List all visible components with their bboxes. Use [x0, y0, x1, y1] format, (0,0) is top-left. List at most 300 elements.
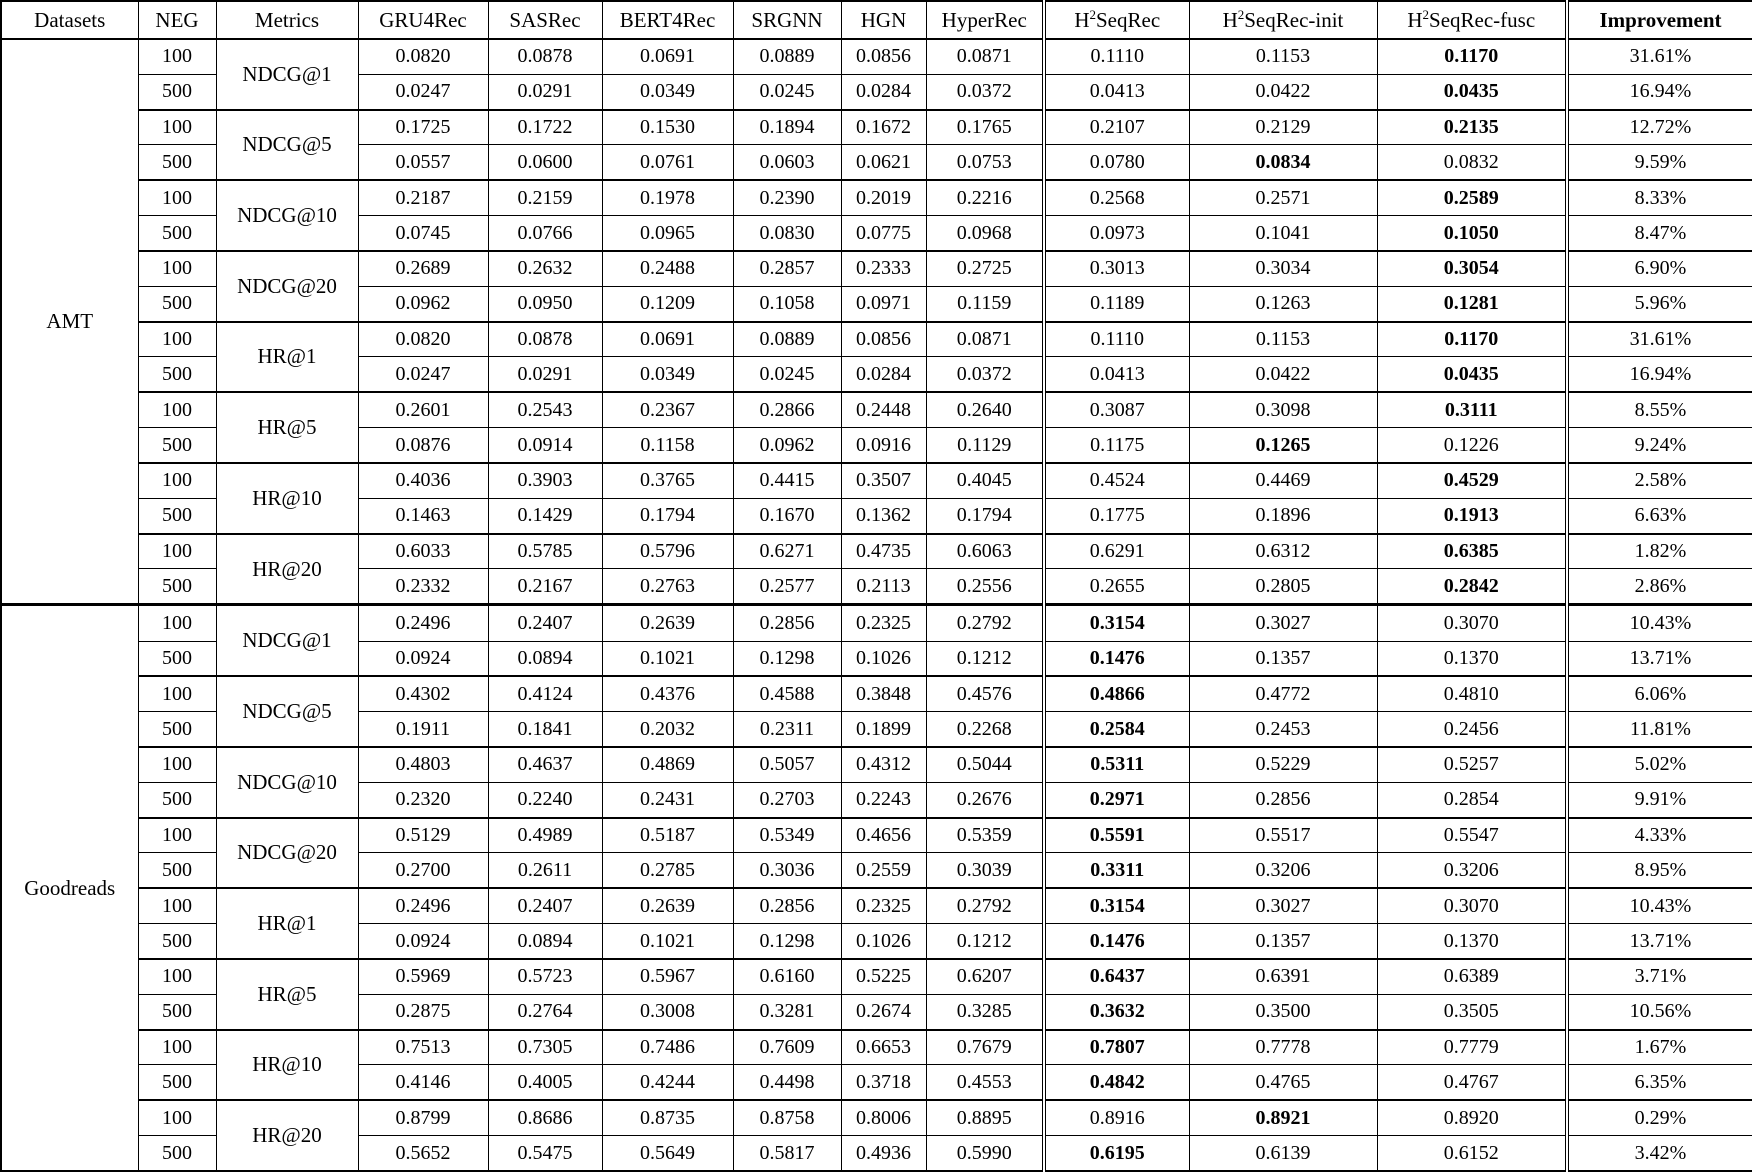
table-row: [1, 676, 1752, 711]
improvement-cell: 6.35%: [1567, 1065, 1752, 1100]
value-cell-h2seqrec-fusc: 0.8920: [1377, 1100, 1567, 1135]
value-cell-h2seqrec: 0.2107: [1044, 110, 1189, 145]
value-cell-gru4rec: 0.2700: [358, 853, 488, 888]
neg-cell: 500: [138, 74, 216, 109]
value-cell-h2seqrec-fusc: 0.4529: [1377, 463, 1567, 498]
value-cell-sasrec: 0.8686: [488, 1100, 602, 1135]
value-cell-srgnn: 0.2703: [733, 782, 841, 817]
improvement-cell: 10.56%: [1567, 994, 1752, 1029]
improvement-cell: 1.82%: [1567, 534, 1752, 569]
value-cell-h2seqrec-fusc: 0.2842: [1377, 569, 1567, 605]
value-cell-srgnn: 0.1894: [733, 110, 841, 145]
value-cell-hgn: 0.2325: [841, 888, 926, 923]
metric-cell-hr-10: HR@10: [216, 463, 358, 534]
value-cell-sasrec: 0.2240: [488, 782, 602, 817]
value-cell-h2seqrec-init: 0.2571: [1189, 180, 1377, 215]
value-cell-hyperrec: 0.1212: [926, 924, 1044, 959]
value-cell-srgnn: 0.0962: [733, 428, 841, 463]
improvement-cell: 13.71%: [1567, 924, 1752, 959]
value-cell-bert4rec: 0.0761: [602, 145, 733, 180]
neg-cell: 100: [138, 676, 216, 711]
value-cell-hyperrec: 0.1765: [926, 110, 1044, 145]
metric-cell-ndcg-10: NDCG@10: [216, 180, 358, 251]
value-cell-h2seqrec-fusc: 0.2589: [1377, 180, 1567, 215]
improvement-cell: 6.06%: [1567, 676, 1752, 711]
value-cell-h2seqrec-init: 0.0422: [1189, 74, 1377, 109]
value-cell-hgn: 0.8006: [841, 1100, 926, 1135]
value-cell-h2seqrec: 0.5591: [1044, 818, 1189, 853]
value-cell-srgnn: 0.0245: [733, 74, 841, 109]
value-cell-sasrec: 0.4005: [488, 1065, 602, 1100]
value-cell-h2seqrec: 0.7807: [1044, 1030, 1189, 1065]
value-cell-gru4rec: 0.8799: [358, 1100, 488, 1135]
value-cell-hgn: 0.4735: [841, 534, 926, 569]
value-cell-h2seqrec: 0.2971: [1044, 782, 1189, 817]
value-cell-h2seqrec: 0.1189: [1044, 286, 1189, 321]
value-cell-h2seqrec: 0.1476: [1044, 924, 1189, 959]
value-cell-gru4rec: 0.4146: [358, 1065, 488, 1100]
value-cell-sasrec: 0.0894: [488, 641, 602, 676]
value-cell-bert4rec: 0.2367: [602, 392, 733, 427]
value-cell-gru4rec: 0.5129: [358, 818, 488, 853]
value-cell-gru4rec: 0.4803: [358, 747, 488, 782]
improvement-cell: 8.55%: [1567, 392, 1752, 427]
value-cell-srgnn: 0.4498: [733, 1065, 841, 1100]
neg-cell: 500: [138, 357, 216, 392]
value-cell-h2seqrec-fusc: 0.3070: [1377, 888, 1567, 923]
value-cell-h2seqrec-init: 0.1153: [1189, 322, 1377, 357]
value-cell-h2seqrec-fusc: 0.3206: [1377, 853, 1567, 888]
value-cell-h2seqrec-init: 0.6391: [1189, 959, 1377, 994]
value-cell-bert4rec: 0.2431: [602, 782, 733, 817]
value-cell-h2seqrec: 0.1476: [1044, 641, 1189, 676]
value-cell-hyperrec: 0.4553: [926, 1065, 1044, 1100]
value-cell-bert4rec: 0.0691: [602, 322, 733, 357]
value-cell-srgnn: 0.2857: [733, 251, 841, 286]
value-cell-h2seqrec-fusc: 0.0832: [1377, 145, 1567, 180]
value-cell-srgnn: 0.5349: [733, 818, 841, 853]
value-cell-sasrec: 0.1429: [488, 498, 602, 533]
value-cell-bert4rec: 0.2639: [602, 605, 733, 641]
value-cell-h2seqrec-fusc: 0.2456: [1377, 712, 1567, 747]
value-cell-h2seqrec-init: 0.1263: [1189, 286, 1377, 321]
value-cell-hgn: 0.2325: [841, 605, 926, 641]
improvement-cell: 16.94%: [1567, 74, 1752, 109]
neg-cell: 500: [138, 853, 216, 888]
value-cell-sasrec: 0.4989: [488, 818, 602, 853]
value-cell-h2seqrec: 0.8916: [1044, 1100, 1189, 1135]
value-cell-gru4rec: 0.4302: [358, 676, 488, 711]
dataset-cell-goodreads: Goodreads: [1, 605, 138, 1171]
value-cell-srgnn: 0.2390: [733, 180, 841, 215]
neg-cell: 100: [138, 322, 216, 357]
value-cell-sasrec: 0.5475: [488, 1136, 602, 1171]
value-cell-hyperrec: 0.2676: [926, 782, 1044, 817]
value-cell-hyperrec: 0.0372: [926, 357, 1044, 392]
value-cell-h2seqrec: 0.3632: [1044, 994, 1189, 1029]
value-cell-sasrec: 0.0950: [488, 286, 602, 321]
value-cell-srgnn: 0.5817: [733, 1136, 841, 1171]
value-cell-h2seqrec-init: 0.6312: [1189, 534, 1377, 569]
value-cell-hyperrec: 0.0372: [926, 74, 1044, 109]
value-cell-h2seqrec: 0.0413: [1044, 357, 1189, 392]
improvement-cell: 5.96%: [1567, 286, 1752, 321]
value-cell-h2seqrec-fusc: 0.1050: [1377, 216, 1567, 251]
value-cell-gru4rec: 0.2332: [358, 569, 488, 605]
value-cell-hgn: 0.2674: [841, 994, 926, 1029]
neg-cell: 500: [138, 145, 216, 180]
value-cell-h2seqrec: 0.4842: [1044, 1065, 1189, 1100]
value-cell-hyperrec: 0.2725: [926, 251, 1044, 286]
neg-cell: 100: [138, 110, 216, 145]
header-row: [1, 1, 1752, 39]
value-cell-h2seqrec: 0.2568: [1044, 180, 1189, 215]
value-cell-hyperrec: 0.0871: [926, 39, 1044, 74]
neg-cell: 100: [138, 463, 216, 498]
table-row: [1, 1100, 1752, 1135]
improvement-cell: 31.61%: [1567, 39, 1752, 74]
value-cell-hgn: 0.0971: [841, 286, 926, 321]
improvement-cell: 3.42%: [1567, 1136, 1752, 1171]
value-cell-bert4rec: 0.2785: [602, 853, 733, 888]
value-cell-hgn: 0.3848: [841, 676, 926, 711]
improvement-cell: 11.81%: [1567, 712, 1752, 747]
value-cell-h2seqrec: 0.5311: [1044, 747, 1189, 782]
value-cell-hyperrec: 0.8895: [926, 1100, 1044, 1135]
value-cell-bert4rec: 0.5187: [602, 818, 733, 853]
value-cell-gru4rec: 0.0745: [358, 216, 488, 251]
value-cell-hgn: 0.1362: [841, 498, 926, 533]
value-cell-srgnn: 0.6271: [733, 534, 841, 569]
value-cell-bert4rec: 0.2639: [602, 888, 733, 923]
table-row: [1, 818, 1752, 853]
neg-cell: 500: [138, 216, 216, 251]
value-cell-gru4rec: 0.2496: [358, 605, 488, 641]
value-cell-srgnn: 0.0830: [733, 216, 841, 251]
value-cell-sasrec: 0.2764: [488, 994, 602, 1029]
value-cell-h2seqrec-init: 0.1041: [1189, 216, 1377, 251]
value-cell-h2seqrec-fusc: 0.3111: [1377, 392, 1567, 427]
value-cell-h2seqrec-init: 0.2129: [1189, 110, 1377, 145]
value-cell-bert4rec: 0.1021: [602, 924, 733, 959]
table-row: [1, 180, 1752, 215]
value-cell-h2seqrec: 0.2584: [1044, 712, 1189, 747]
table-row: [1, 888, 1752, 923]
value-cell-bert4rec: 0.1978: [602, 180, 733, 215]
metric-cell-ndcg-5: NDCG@5: [216, 676, 358, 747]
value-cell-h2seqrec: 0.3013: [1044, 251, 1189, 286]
value-cell-hyperrec: 0.2792: [926, 888, 1044, 923]
value-cell-hgn: 0.0621: [841, 145, 926, 180]
value-cell-srgnn: 0.1670: [733, 498, 841, 533]
value-cell-gru4rec: 0.2601: [358, 392, 488, 427]
value-cell-hgn: 0.0856: [841, 322, 926, 357]
value-cell-h2seqrec: 0.4866: [1044, 676, 1189, 711]
value-cell-sasrec: 0.3903: [488, 463, 602, 498]
value-cell-gru4rec: 0.0820: [358, 39, 488, 74]
value-cell-hgn: 0.3507: [841, 463, 926, 498]
neg-cell: 500: [138, 1065, 216, 1100]
value-cell-hgn: 0.1026: [841, 924, 926, 959]
value-cell-sasrec: 0.1722: [488, 110, 602, 145]
value-cell-gru4rec: 0.1911: [358, 712, 488, 747]
value-cell-h2seqrec-init: 0.2856: [1189, 782, 1377, 817]
neg-cell: 100: [138, 392, 216, 427]
neg-cell: 500: [138, 924, 216, 959]
column-header-bert4rec: BERT4Rec: [602, 1, 733, 39]
neg-cell: 500: [138, 1136, 216, 1171]
metric-cell-ndcg-20: NDCG@20: [216, 251, 358, 322]
column-header-hgn: HGN: [841, 1, 926, 39]
metric-cell-hr-20: HR@20: [216, 1100, 358, 1171]
value-cell-hgn: 0.2559: [841, 853, 926, 888]
value-cell-bert4rec: 0.2763: [602, 569, 733, 605]
value-cell-srgnn: 0.8758: [733, 1100, 841, 1135]
improvement-cell: 10.43%: [1567, 888, 1752, 923]
neg-cell: 500: [138, 994, 216, 1029]
value-cell-h2seqrec-fusc: 0.6152: [1377, 1136, 1567, 1171]
value-cell-hgn: 0.0775: [841, 216, 926, 251]
value-cell-sasrec: 0.0600: [488, 145, 602, 180]
metric-cell-ndcg-1: NDCG@1: [216, 39, 358, 110]
value-cell-h2seqrec-fusc: 0.4767: [1377, 1065, 1567, 1100]
value-cell-gru4rec: 0.0247: [358, 74, 488, 109]
value-cell-bert4rec: 0.5649: [602, 1136, 733, 1171]
value-cell-sasrec: 0.0291: [488, 357, 602, 392]
column-header-h2seqrec-fusc: $H^2SeqRec$-fusc: [1377, 1, 1567, 39]
value-cell-sasrec: 0.0914: [488, 428, 602, 463]
value-cell-h2seqrec-init: 0.0422: [1189, 357, 1377, 392]
improvement-cell: 3.71%: [1567, 959, 1752, 994]
value-cell-bert4rec: 0.4376: [602, 676, 733, 711]
value-cell-gru4rec: 0.2875: [358, 994, 488, 1029]
value-cell-h2seqrec-fusc: 0.3505: [1377, 994, 1567, 1029]
value-cell-gru4rec: 0.0557: [358, 145, 488, 180]
value-cell-hyperrec: 0.3285: [926, 994, 1044, 1029]
value-cell-gru4rec: 0.7513: [358, 1030, 488, 1065]
value-cell-bert4rec: 0.2032: [602, 712, 733, 747]
value-cell-h2seqrec-fusc: 0.1913: [1377, 498, 1567, 533]
value-cell-hgn: 0.2019: [841, 180, 926, 215]
table-row: [1, 959, 1752, 994]
improvement-cell: 12.72%: [1567, 110, 1752, 145]
column-header-improvement: Improvement: [1567, 1, 1752, 39]
value-cell-hyperrec: 0.6207: [926, 959, 1044, 994]
value-cell-h2seqrec-fusc: 0.6385: [1377, 534, 1567, 569]
value-cell-hgn: 0.6653: [841, 1030, 926, 1065]
value-cell-bert4rec: 0.3008: [602, 994, 733, 1029]
value-cell-h2seqrec-init: 0.1265: [1189, 428, 1377, 463]
value-cell-srgnn: 0.0245: [733, 357, 841, 392]
value-cell-hgn: 0.2113: [841, 569, 926, 605]
table-row: [1, 251, 1752, 286]
value-cell-srgnn: 0.0889: [733, 322, 841, 357]
column-header-h2seqrec: $H^2SeqRec$: [1044, 1, 1189, 39]
value-cell-sasrec: 0.7305: [488, 1030, 602, 1065]
neg-cell: 100: [138, 959, 216, 994]
value-cell-h2seqrec-fusc: 0.3054: [1377, 251, 1567, 286]
value-cell-gru4rec: 0.0962: [358, 286, 488, 321]
value-cell-sasrec: 0.2543: [488, 392, 602, 427]
value-cell-hyperrec: 0.2640: [926, 392, 1044, 427]
value-cell-hyperrec: 0.1794: [926, 498, 1044, 533]
metric-cell-hr-5: HR@5: [216, 959, 358, 1030]
value-cell-h2seqrec-fusc: 0.3070: [1377, 605, 1567, 641]
neg-cell: 500: [138, 498, 216, 533]
value-cell-hgn: 0.0284: [841, 357, 926, 392]
value-cell-hgn: 0.2243: [841, 782, 926, 817]
value-cell-srgnn: 0.1298: [733, 924, 841, 959]
value-cell-srgnn: 0.1058: [733, 286, 841, 321]
value-cell-hgn: 0.1672: [841, 110, 926, 145]
value-cell-gru4rec: 0.2320: [358, 782, 488, 817]
value-cell-gru4rec: 0.0876: [358, 428, 488, 463]
value-cell-h2seqrec: 0.2655: [1044, 569, 1189, 605]
value-cell-h2seqrec-init: 0.3098: [1189, 392, 1377, 427]
value-cell-h2seqrec-init: 0.7778: [1189, 1030, 1377, 1065]
table-body: [1, 39, 1752, 1171]
improvement-cell: 9.24%: [1567, 428, 1752, 463]
table-row: [1, 322, 1752, 357]
improvement-cell: 13.71%: [1567, 641, 1752, 676]
value-cell-h2seqrec-fusc: 0.0435: [1377, 357, 1567, 392]
value-cell-gru4rec: 0.2187: [358, 180, 488, 215]
table-header: [1, 1, 1752, 39]
metric-cell-ndcg-10: NDCG@10: [216, 747, 358, 818]
value-cell-h2seqrec-init: 0.0834: [1189, 145, 1377, 180]
value-cell-hyperrec: 0.5359: [926, 818, 1044, 853]
table-row: [1, 39, 1752, 74]
value-cell-h2seqrec-fusc: 0.7779: [1377, 1030, 1567, 1065]
value-cell-srgnn: 0.6160: [733, 959, 841, 994]
value-cell-sasrec: 0.2167: [488, 569, 602, 605]
value-cell-hyperrec: 0.1212: [926, 641, 1044, 676]
value-cell-sasrec: 0.5723: [488, 959, 602, 994]
value-cell-h2seqrec-fusc: 0.4810: [1377, 676, 1567, 711]
value-cell-hgn: 0.0856: [841, 39, 926, 74]
value-cell-bert4rec: 0.4244: [602, 1065, 733, 1100]
metric-cell-hr-1: HR@1: [216, 888, 358, 959]
metric-cell-hr-10: HR@10: [216, 1030, 358, 1101]
value-cell-srgnn: 0.2311: [733, 712, 841, 747]
value-cell-hyperrec: 0.4045: [926, 463, 1044, 498]
value-cell-bert4rec: 0.2488: [602, 251, 733, 286]
neg-cell: 500: [138, 712, 216, 747]
value-cell-gru4rec: 0.1463: [358, 498, 488, 533]
value-cell-hyperrec: 0.5044: [926, 747, 1044, 782]
value-cell-bert4rec: 0.1794: [602, 498, 733, 533]
value-cell-hgn: 0.2333: [841, 251, 926, 286]
table-row: [1, 463, 1752, 498]
value-cell-srgnn: 0.2577: [733, 569, 841, 605]
metric-cell-hr-20: HR@20: [216, 534, 358, 605]
value-cell-bert4rec: 0.3765: [602, 463, 733, 498]
value-cell-h2seqrec-fusc: 0.1370: [1377, 641, 1567, 676]
value-cell-gru4rec: 0.0247: [358, 357, 488, 392]
value-cell-h2seqrec: 0.0780: [1044, 145, 1189, 180]
value-cell-hyperrec: 0.7679: [926, 1030, 1044, 1065]
metric-cell-ndcg-20: NDCG@20: [216, 818, 358, 889]
value-cell-gru4rec: 0.0820: [358, 322, 488, 357]
table-row: [1, 747, 1752, 782]
value-cell-h2seqrec-fusc: 0.1226: [1377, 428, 1567, 463]
value-cell-hyperrec: 0.4576: [926, 676, 1044, 711]
neg-cell: 100: [138, 1100, 216, 1135]
neg-cell: 100: [138, 818, 216, 853]
value-cell-srgnn: 0.0603: [733, 145, 841, 180]
value-cell-gru4rec: 0.4036: [358, 463, 488, 498]
value-cell-hyperrec: 0.2556: [926, 569, 1044, 605]
value-cell-h2seqrec-fusc: 0.1281: [1377, 286, 1567, 321]
value-cell-h2seqrec: 0.4524: [1044, 463, 1189, 498]
value-cell-sasrec: 0.0878: [488, 39, 602, 74]
value-cell-h2seqrec-fusc: 0.1370: [1377, 924, 1567, 959]
value-cell-h2seqrec: 0.6195: [1044, 1136, 1189, 1171]
value-cell-h2seqrec: 0.1175: [1044, 428, 1189, 463]
value-cell-srgnn: 0.2856: [733, 888, 841, 923]
value-cell-hyperrec: 0.1129: [926, 428, 1044, 463]
value-cell-srgnn: 0.3281: [733, 994, 841, 1029]
neg-cell: 500: [138, 782, 216, 817]
table-row: [1, 392, 1752, 427]
value-cell-srgnn: 0.5057: [733, 747, 841, 782]
value-cell-hgn: 0.4656: [841, 818, 926, 853]
value-cell-srgnn: 0.3036: [733, 853, 841, 888]
value-cell-hgn: 0.0916: [841, 428, 926, 463]
value-cell-sasrec: 0.5785: [488, 534, 602, 569]
value-cell-h2seqrec-fusc: 0.5257: [1377, 747, 1567, 782]
neg-cell: 500: [138, 641, 216, 676]
value-cell-h2seqrec: 0.0413: [1044, 74, 1189, 109]
metric-cell-ndcg-5: NDCG@5: [216, 110, 358, 181]
value-cell-h2seqrec-init: 0.1896: [1189, 498, 1377, 533]
value-cell-h2seqrec: 0.0973: [1044, 216, 1189, 251]
value-cell-hyperrec: 0.0871: [926, 322, 1044, 357]
value-cell-hgn: 0.4936: [841, 1136, 926, 1171]
value-cell-h2seqrec: 0.1775: [1044, 498, 1189, 533]
value-cell-bert4rec: 0.5967: [602, 959, 733, 994]
metric-cell-hr-1: HR@1: [216, 322, 358, 393]
value-cell-bert4rec: 0.0691: [602, 39, 733, 74]
neg-cell: 100: [138, 747, 216, 782]
value-cell-h2seqrec-init: 0.3500: [1189, 994, 1377, 1029]
value-cell-h2seqrec-fusc: 0.6389: [1377, 959, 1567, 994]
value-cell-h2seqrec-init: 0.3206: [1189, 853, 1377, 888]
value-cell-hgn: 0.1899: [841, 712, 926, 747]
value-cell-gru4rec: 0.5652: [358, 1136, 488, 1171]
table-row: [1, 605, 1752, 641]
value-cell-sasrec: 0.1841: [488, 712, 602, 747]
value-cell-sasrec: 0.2407: [488, 888, 602, 923]
improvement-cell: 8.33%: [1567, 180, 1752, 215]
value-cell-hgn: 0.0284: [841, 74, 926, 109]
value-cell-hgn: 0.3718: [841, 1065, 926, 1100]
column-header-metrics: Metrics: [216, 1, 358, 39]
value-cell-h2seqrec-fusc: 0.5547: [1377, 818, 1567, 853]
improvement-cell: 10.43%: [1567, 605, 1752, 641]
value-cell-sasrec: 0.0766: [488, 216, 602, 251]
value-cell-sasrec: 0.2159: [488, 180, 602, 215]
neg-cell: 100: [138, 180, 216, 215]
value-cell-hgn: 0.1026: [841, 641, 926, 676]
value-cell-h2seqrec: 0.3087: [1044, 392, 1189, 427]
value-cell-h2seqrec-init: 0.3034: [1189, 251, 1377, 286]
value-cell-sasrec: 0.2407: [488, 605, 602, 641]
value-cell-h2seqrec-init: 0.5517: [1189, 818, 1377, 853]
neg-cell: 100: [138, 251, 216, 286]
value-cell-h2seqrec-init: 0.6139: [1189, 1136, 1377, 1171]
column-header-sasrec: SASRec: [488, 1, 602, 39]
